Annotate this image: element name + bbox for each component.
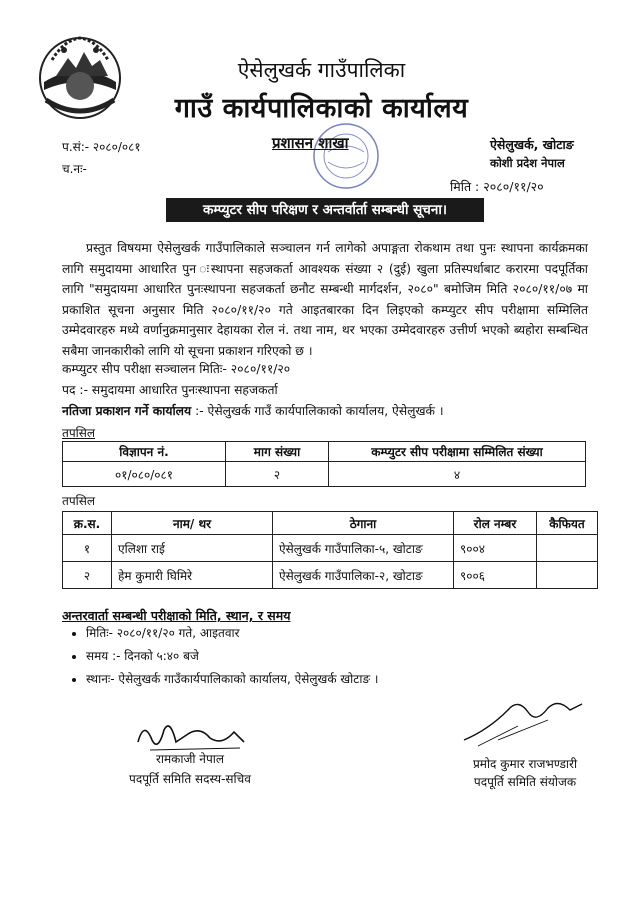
table-cell: ऐसेलुखर्क गाउँपालिका-५, खोटाङ xyxy=(273,535,454,562)
notice-date: मिति : २०८०/११/२० xyxy=(450,179,544,194)
interview-list xyxy=(62,622,378,691)
org-name: ऐसेलुखर्क गाउँपालिका xyxy=(237,58,406,82)
left-signatory-title: पदपूर्ति समिति सदस्य-सचिव xyxy=(129,772,251,786)
table-cell: १ xyxy=(63,535,112,562)
advertisement-table xyxy=(62,441,586,487)
table-cell: ९००६ xyxy=(454,562,537,589)
table-cell: ४ xyxy=(329,462,586,487)
location-line2: कोशी प्रदेश नेपाल xyxy=(490,156,565,170)
table-cell: ९००४ xyxy=(454,535,537,562)
dispatch-number: च.नः- xyxy=(62,162,87,176)
exam-date-line: कम्प्युटर सीप परीक्षा सञ्चालन मितिः- २०८०/११/२० xyxy=(62,362,291,376)
office-name: गाउँ कार्यपालिकाको कार्यालय xyxy=(174,93,469,124)
table-header-cell: ठेगाना xyxy=(273,512,454,535)
letter-number: प.सं:- २०८०/०८१ xyxy=(62,140,141,154)
table2-label: तपसिल xyxy=(62,494,96,508)
list-item: • मितिः- २०८०/११/२० गते, आइतवार xyxy=(86,622,378,645)
location-line1: ऐसेलुखर्क, खोटाङ xyxy=(490,137,574,152)
list-item: • समय :- दिनको ५:४० बजे xyxy=(86,645,378,668)
post-line: पद :- समुदायमा आधारित पुनःस्थापना सहजकर्ता xyxy=(62,383,278,397)
table1-label: तपसिल xyxy=(62,426,96,440)
right-signature-icon xyxy=(458,690,588,750)
candidate-table xyxy=(62,511,598,589)
table-cell: हेम कुमारी घिमिरे xyxy=(112,562,273,589)
table-cell xyxy=(537,535,598,562)
table-header-cell: माग संख्या xyxy=(226,442,329,462)
right-signatory-title: पदपूर्ति समिति संयोजक xyxy=(473,775,577,789)
table-cell xyxy=(537,562,598,589)
table-row xyxy=(63,462,586,487)
list-item: • स्थानः- ऐसेलुखर्क गाउँकार्यपालिकाको कार्यालय, ऐसेलुखर्क खोटाङ । xyxy=(86,668,378,691)
branch-name: प्रशासन शाखा xyxy=(272,134,349,152)
left-signatory-name: रामकाजी नेपाल xyxy=(155,752,225,766)
notice-title: कम्प्युटर सीप परिक्षण र अन्तर्वार्ता सम्बन्धी सूचना। xyxy=(166,198,484,222)
result-office-line xyxy=(62,402,444,419)
table-header-row xyxy=(63,442,586,462)
right-signatory-name: प्रमोद कुमार राजभण्डारी xyxy=(472,757,578,771)
table-header-row xyxy=(63,512,598,535)
table-header-cell: विज्ञापन नं. xyxy=(63,442,226,462)
table-row xyxy=(63,562,598,589)
table-header-cell: कैफियत xyxy=(537,512,598,535)
interview-title: अन्तरवार्ता सम्बन्धी परीक्षाको मिति, स्थान, र समय xyxy=(62,608,291,623)
notice-paragraph: प्रस्तुत विषयमा ऐसेलुखर्क गाउँपालिकाले सञ्चालन गर्न लागेको अपाङ्गता रोकथाम तथा पुनः स्थापना कार्यक्रमका लागि समुदायमा आधारित पुन ःस्थापना सहजकर्ता आवश्यक संख्या २ (दुई) खुला प्रतिस्पर्धाबाट करारमा पदपूर्तिका लागि "समुदायमा आधारित पुनःस्थापना सहजकर्ता छनौट सम्बन्धी मार्गदर्शन, २०८०" बमोजिम मिति २०८०/११/०७ मा प्रकाशित सूचना अनुसार मिति २०८०/११/२० गते आइतबारका दिन लिइएको कम्प्युटर सीप परीक्षामा सम्मिलित उम्मेदवारहरु मध्ये वर्णानुक्रमानुसार देहायका रोल नं. तथा नाम, थर भएका उम्मेदवारहरु उत्तीर्ण भएको ब्यहोरा सम्बन्धित सबैमा जानकारीको लागि यो सूचना प्रकाशन गरिएको छ । xyxy=(62,241,588,358)
table-cell: एलिशा राई xyxy=(112,535,273,562)
result-office-value: :- ऐसेलुखर्क गाउँ कार्यपालिकाको कार्यालय, ऐसेलुखर्क । xyxy=(191,404,444,418)
table-cell: २ xyxy=(226,462,329,487)
result-office-label: नतिजा प्रकाशन गर्ने कार्यालय xyxy=(62,404,192,418)
table-row xyxy=(63,535,598,562)
table-header-cell: नाम/ थर xyxy=(112,512,273,535)
table-cell: २ xyxy=(63,562,112,589)
table-header-cell: कम्प्युटर सीप परीक्षामा सम्मिलित संख्या xyxy=(329,442,586,462)
table-cell: ऐसेलुखर्क गाउँपालिका-२, खोटाङ xyxy=(273,562,454,589)
table-cell: ०१/०८०/०८१ xyxy=(63,462,226,487)
table-header-cell: क्र.स. xyxy=(63,512,112,535)
table-header-cell: रोल नम्बर xyxy=(454,512,537,535)
